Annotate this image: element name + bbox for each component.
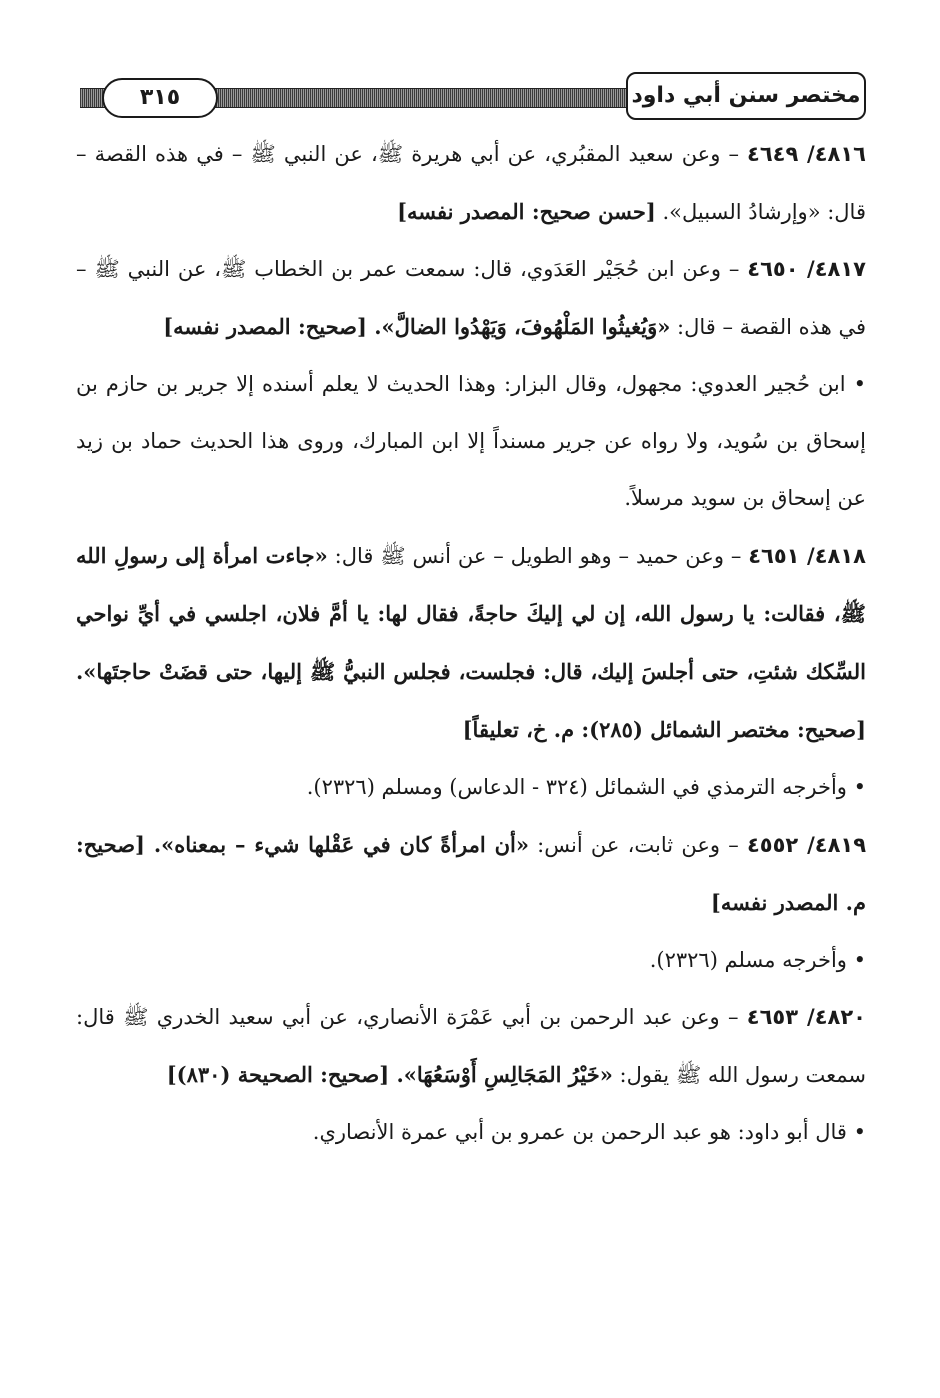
hadith-text: – وعن ثابت، عن أنس: (528, 833, 747, 857)
hadith-4816 (76, 126, 866, 241)
hadith-grade: [صحيح: مختصر الشمائل (٢٨٥): م. خ، تعليقاً] (462, 717, 866, 742)
hadith-4817 (76, 241, 866, 356)
hadith-number: ٤٨١٨/ ٤٦٥١ (748, 544, 866, 568)
hadith-number: ٤٨١٩/ ٤٥٥٢ (746, 833, 867, 857)
commentary-note (76, 356, 866, 527)
hadith-4820 (76, 989, 866, 1104)
page-number: ٣١٥ (102, 78, 218, 118)
hadith-number: ٤٨٢٠/ ٤٦٥٣ (746, 1005, 866, 1029)
commentary-note (76, 759, 866, 816)
note-text: • وأخرجه الترمذي في الشمائل (٣٢٤ - الدعاس) ومسلم (٢٣٢٦). (306, 775, 866, 799)
hadith-4818 (76, 527, 866, 759)
page-body (76, 126, 866, 1161)
commentary-note (76, 932, 866, 989)
hadith-number: ٤٨١٦/ ٤٦٤٩ (747, 142, 867, 166)
hadith-text: – وعن سعيد المقبُري، عن أبي هريرة ﷺ، عن النبي ﷺ – في هذه القصة – قال: «وإرشادُ السبيل». (76, 142, 866, 224)
commentary-note (76, 1104, 866, 1161)
hadith-grade: [صحيح: الصحيحة (٨٣٠)] (166, 1062, 397, 1087)
note-text: • ابن حُجير العدوي: مجهول، وقال البزار: وهذا الحديث لا يعلم أسنده إلا جرير بن حازم بن إسحاق بن سُويد، ولا رواه عن جرير مسنداً إلا ابن المبارك، وروى هذا الحديث حماد بن زيد عن إسحاق بن سويد مرسلاً. (76, 372, 866, 510)
book-title: مختصر سنن أبي داود (626, 72, 866, 120)
hadith-4819 (76, 816, 866, 932)
hadith-grade: [صحيح: م. المصدر نفسه] (76, 832, 866, 915)
hadith-quote: «أن امرأةً كان في عَقْلها شيء – بمعناه». (153, 832, 529, 857)
hadith-text: – وعن حميد – وهو الطويل – عن أنس ﷺ قال: (327, 544, 749, 568)
note-text: • وأخرجه مسلم (٢٣٢٦). (649, 948, 866, 972)
hadith-number: ٤٨١٧/ ٤٦٥٠ (747, 257, 867, 281)
hadith-quote: «وَيُغيثُوا المَلْهُوفَ، وَيَهْدُوا الضالَّ». (374, 314, 671, 339)
page-header (80, 72, 866, 124)
note-text: • قال أبو داود: هو عبد الرحمن بن عمرو بن أبي عمرة الأنصاري. (312, 1120, 866, 1144)
hadith-quote: «جاءت امرأة إلى رسولِ الله ﷺ، فقالت: يا رسول الله، إن لي إليكَ حاجةً، فقال لها: يا أمَّ فلان، اجلسي في أيِّ نواحي السِّكك شئتِ، حتى أجلسَ إليك، قال: فجلست، فجلس النبيُّ ﷺ إليها، حتى قضَتْ حاجتَها». (76, 543, 866, 684)
hadith-grade: [صحيح: المصدر نفسه] (163, 314, 375, 339)
hadith-text: – وعن عبد الرحمن بن أبي عَمْرَة الأنصاري، عن أبي سعيد الخدري ﷺ قال: سمعت رسول الله ﷺ يقول: (76, 1005, 866, 1087)
hadith-quote: «خَيْرُ المَجَالِسِ أَوْسَعُهَا». (396, 1062, 613, 1087)
hadith-text: – وعن ابن حُجَيْر العَدَوي، قال: سمعت عمر بن الخطاب ﷺ، عن النبي ﷺ – في هذه القصة – قال: (76, 257, 866, 339)
hadith-grade: [حسن صحيح: المصدر نفسه] (397, 199, 656, 224)
